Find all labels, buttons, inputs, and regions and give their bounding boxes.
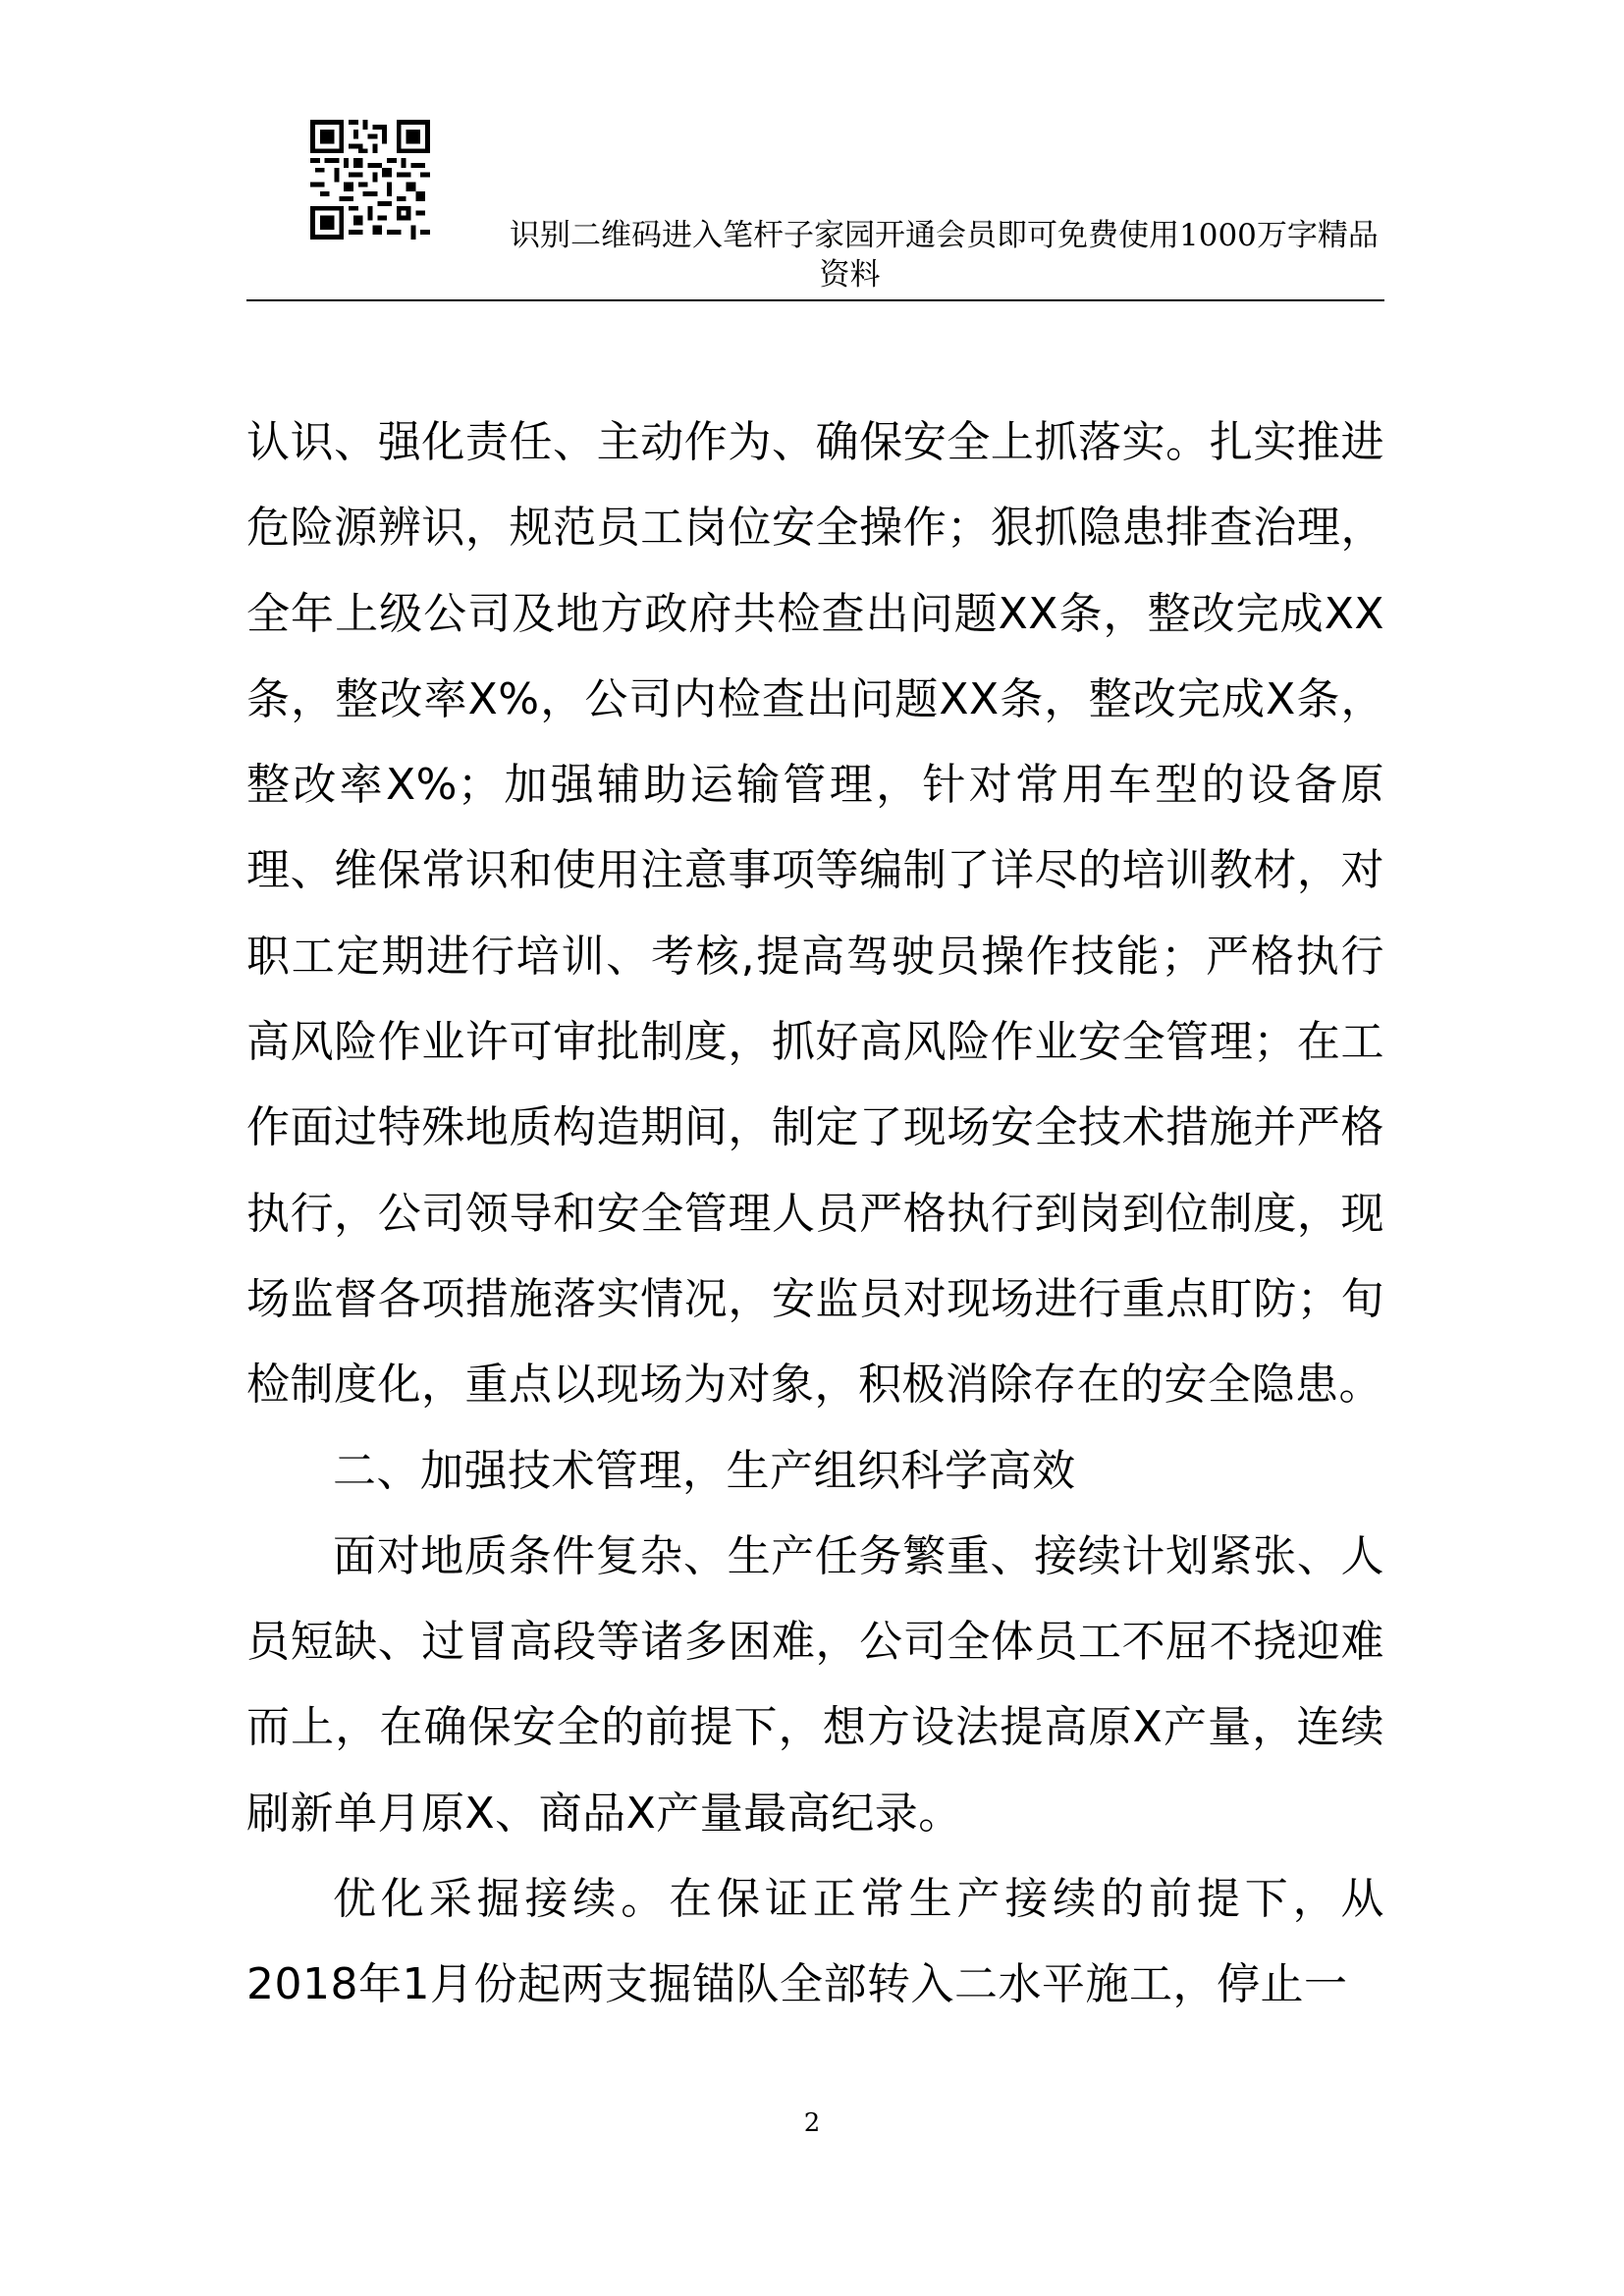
page-header: [246, 0, 1384, 301]
header-caption: [246, 216, 1384, 294]
document-body: [246, 400, 1384, 2028]
header-caption-line1: 识别二维码进入笔杆子家园开通会员即可免费使用1000万字精品: [510, 218, 1379, 253]
paragraph-mining-sequence: 优化采掘接续。在保证正常生产接续的前提下，从2018年1月份起两支掘锚队全部转入二水平施工，停止一: [246, 1874, 1384, 2010]
paragraph-safety: 认识、强化责任、主动作为、确保安全上抓落实。扎实推进危险源辨识，规范员工岗位安全操作；狠抓隐患排查治理，全年上级公司及地方政府共检查出问题XX条，整改完成XX条，整改率X%，公司内检查出问题XX条，整改完成X条，整改率X%；加强辅助运输管理，针对常用车型的设备原理、维保常识和使用注意事项等编制了详尽的培训教材，对职工定期进行培训、考核,提高驾驶员操作技能；严格执行高风险作业许可审批制度，抓好高风险作业安全管理；在工作面过特殊地质构造期间，制定了现场安全技术措施并严格执行，公司领导和安全管理人员严格执行到岗到位制度，现场监督各项措施落实情况，安监员对现场进行重点盯防；旬检制度化，重点以现场为对象，积极消除存在的安全隐患。: [246, 417, 1384, 1411]
section-heading-2: 二、加强技术管理，生产组织科学高效: [333, 1445, 1076, 1496]
page-number: 2: [803, 2109, 821, 2138]
header-caption-line2: 资料: [819, 257, 881, 293]
paragraph-production: 面对地质条件复杂、生产任务繁重、接续计划紧张、人员短缺、过冒高段等诸多困难，公司全体员工不屈不挠迎难而上，在确保安全的前提下，想方设法提高原X产量，连续刷新单月原X、商品X产量最高纪录。: [246, 1530, 1384, 1839]
